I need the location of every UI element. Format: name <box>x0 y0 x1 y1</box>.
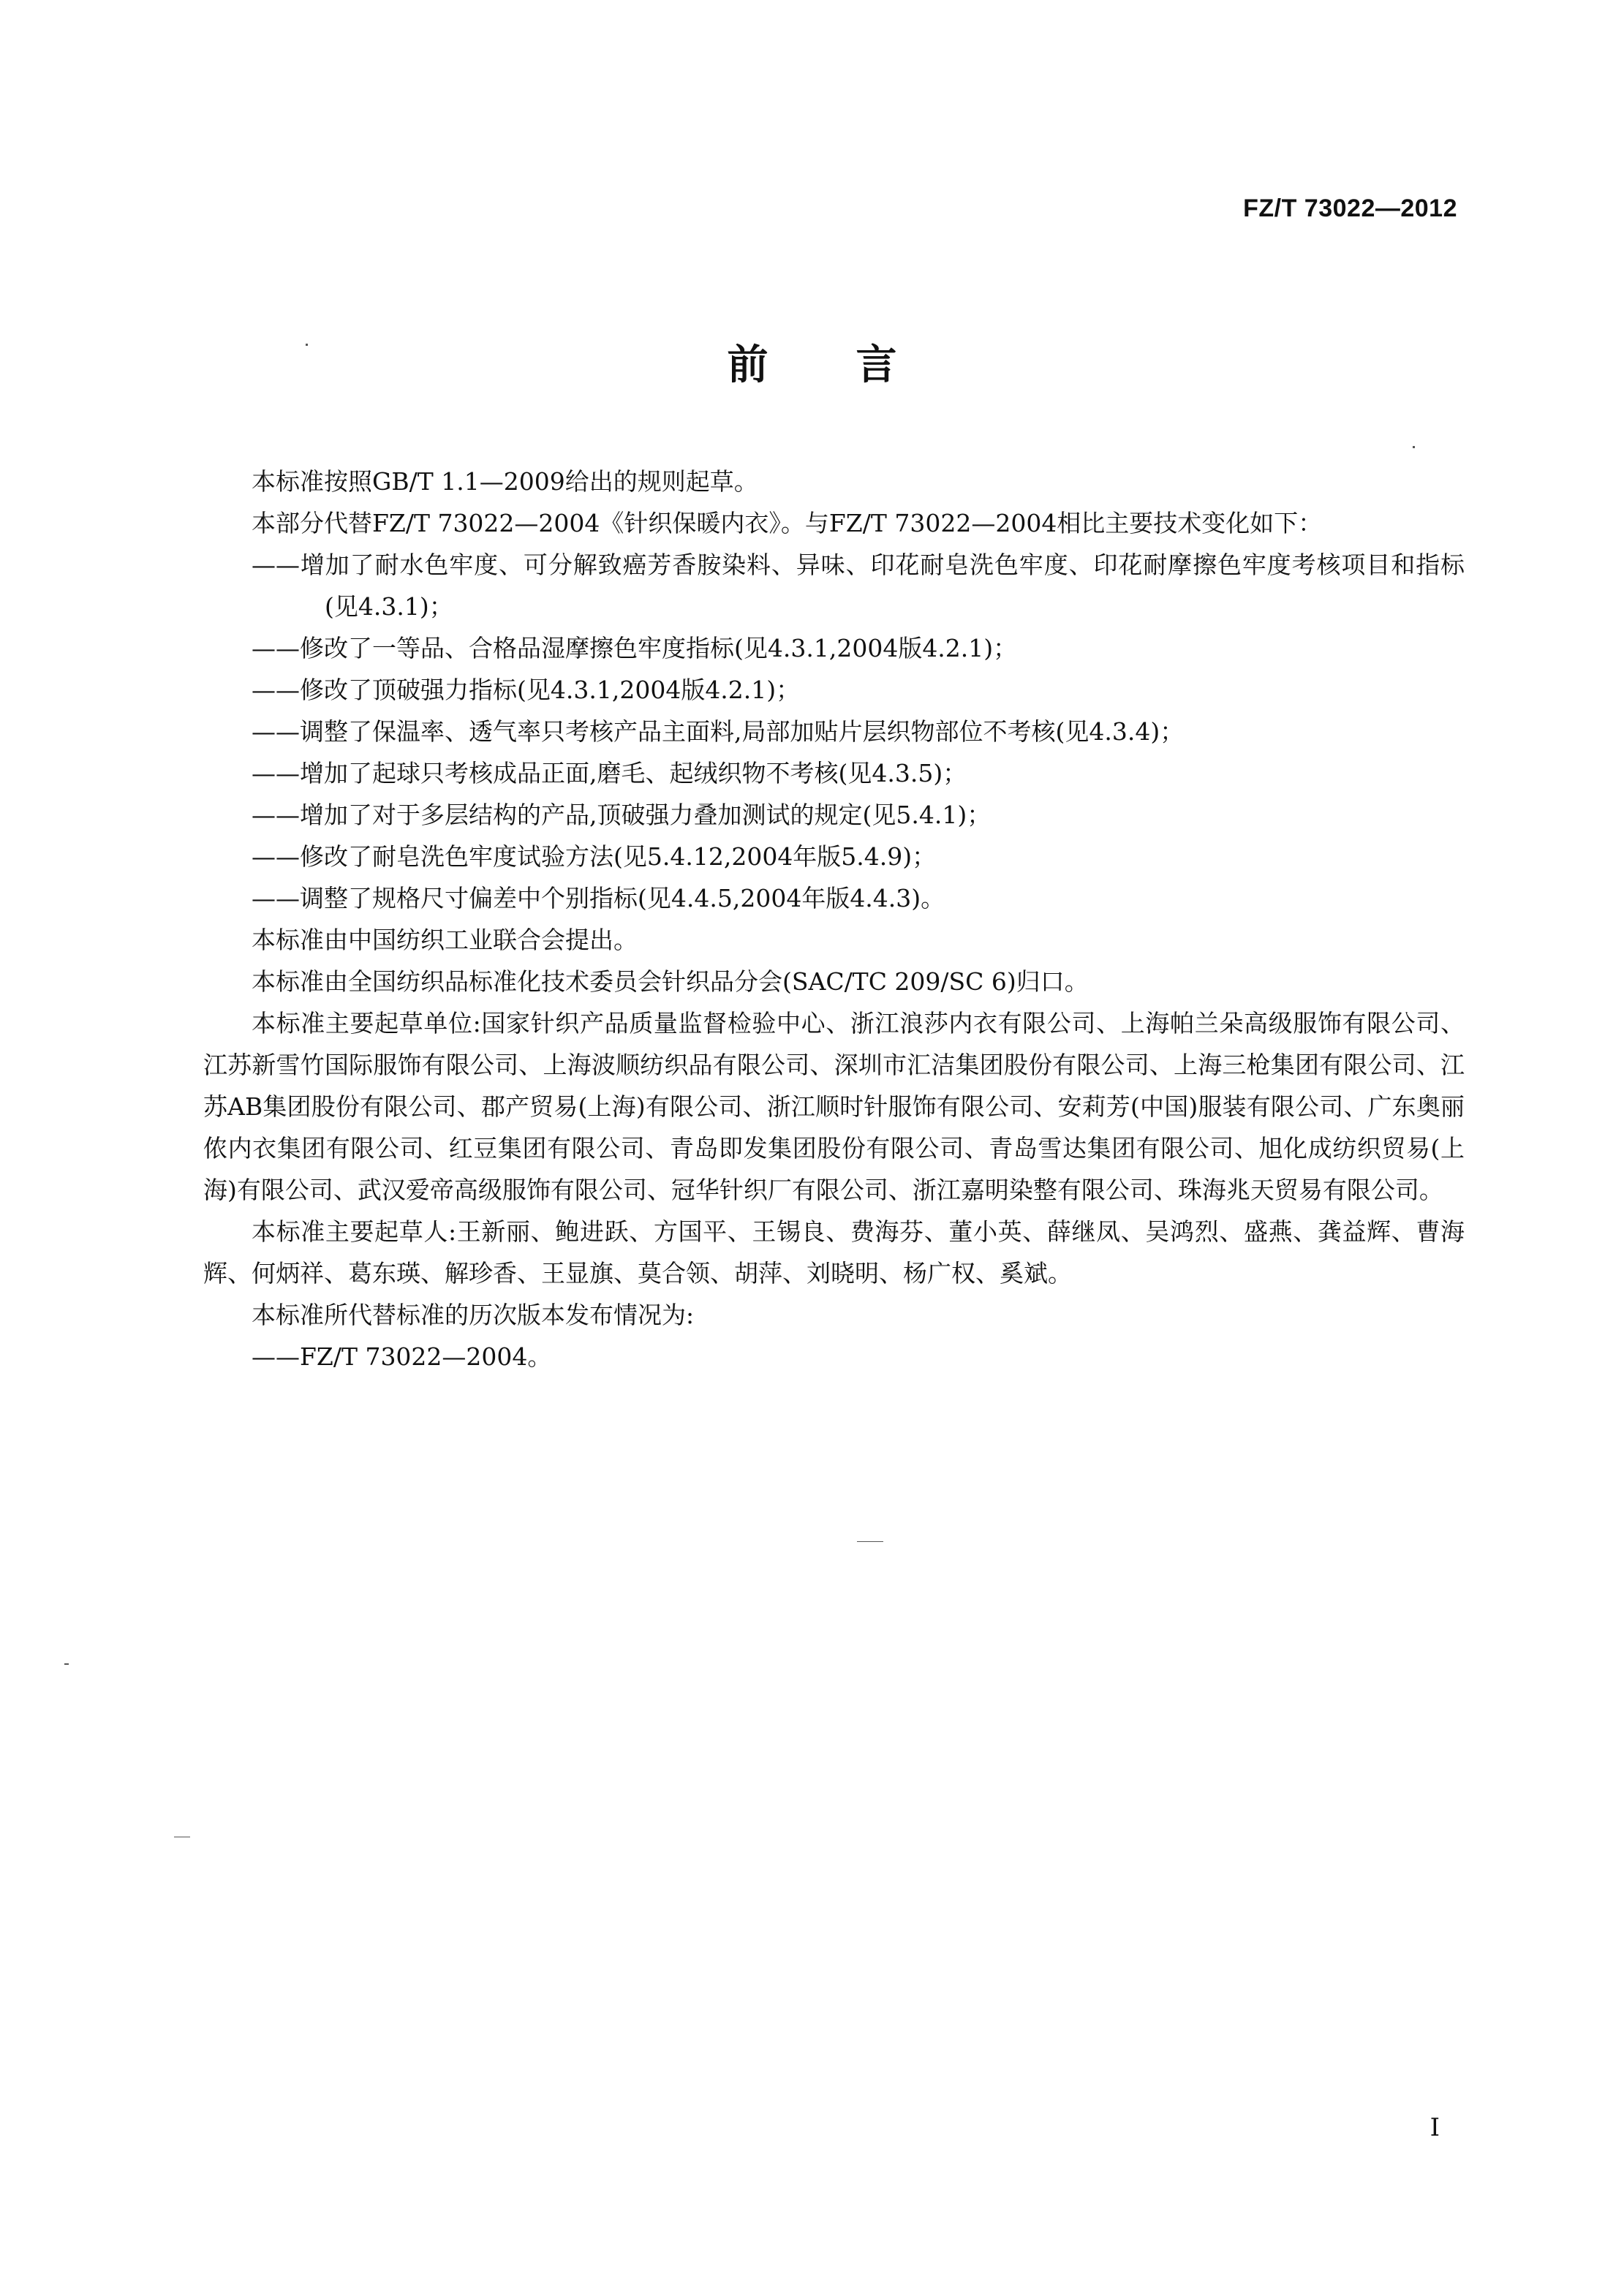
paragraph-replacement: 本部分代替FZ/T 73022—2004《针织保暖内衣》。与FZ/T 73022—2004相比主要技术变化如下： <box>252 509 1323 537</box>
history-item: ——FZ/T 73022—2004。 <box>252 1342 552 1371</box>
paragraph-centralized-by: 本标准由全国纺织品标准化技术委员会针织品分会(SAC/TC 209/SC 6)归口。 <box>252 967 1089 996</box>
page-number: I <box>1430 2113 1440 2142</box>
scan-speck <box>1413 446 1415 448</box>
paragraph-drafters: 本标准主要起草人:王新丽、鲍进跃、方国平、王锡良、费海芬、董小英、薛继凤、吴鸿烈、盛燕、龚益辉、曹海辉、何炳祥、葛东瑛、解珍香、王显旗、莫合领、胡萍、刘晓明、杨广权、奚斌。 <box>203 1217 1465 1288</box>
paragraph-drafting-rules: 本标准按照GB/T 1.1—2009给出的规则起草。 <box>252 467 758 496</box>
change-item: ——增加了耐水色牢度、可分解致癌芳香胺染料、异味、印花耐皂洗色牢度、印花耐摩擦色牢度考核项目和指标(见4.3.1)； <box>252 551 1465 621</box>
change-item: ——增加了对于多层结构的产品,顶破强力叠加测试的规定(见5.4.1)； <box>252 801 992 829</box>
change-item: ——调整了保温率、透气率只考核产品主面料,局部加贴片层织物部位不考核(见4.3.4)； <box>252 717 1185 746</box>
standard-code: FZ/T 73022—2012 <box>1243 194 1457 222</box>
document-body <box>203 461 1465 1377</box>
paragraph-proposer: 本标准由中国纺织工业联合会提出。 <box>252 926 638 954</box>
change-item: ——调整了规格尺寸偏差中个别指标(见4.4.5,2004年版4.4.3)。 <box>252 884 945 912</box>
paragraph-history-intro: 本标准所代替标准的历次版本发布情况为: <box>252 1301 695 1329</box>
scan-speck <box>857 1541 883 1542</box>
paragraph-drafting-units: 本标准主要起草单位:国家针织产品质量监督检验中心、浙江浪莎内衣有限公司、上海帕兰朵高级服饰有限公司、江苏新雪竹国际服饰有限公司、上海波顺纺织品有限公司、深圳市汇洁集团股份有限公司、上海三枪集团有限公司、江苏AB集团股份有限公司、郡产贸易(上海)有限公司、浙江顺时针服饰有限公司、安莉芳(中国)服装有限公司、广东奥丽侬内衣集团有限公司、红豆集团有限公司、青岛即发集团股份有限公司、青岛雪达集团有限公司、旭化成纺织贸易(上海)有限公司、武汉爱帝高级服饰有限公司、冠华针织厂有限公司、浙江嘉明染整有限公司、珠海兆天贸易有限公司。 <box>203 1009 1465 1204</box>
page-title: 前言 <box>727 341 985 389</box>
change-item: ——修改了顶破强力指标(见4.3.1,2004版4.2.1)； <box>252 676 801 704</box>
change-item: ——增加了起球只考核成品正面,磨毛、起绒织物不考核(见4.3.5)； <box>252 759 967 787</box>
change-item: ——修改了一等品、合格品湿摩擦色牢度指标(见4.3.1,2004版4.2.1)； <box>252 634 1018 662</box>
change-item: ——修改了耐皂洗色牢度试验方法(见5.4.12,2004年版5.4.9)； <box>252 842 937 871</box>
scan-speck <box>306 344 308 346</box>
scan-speck <box>64 1663 69 1665</box>
